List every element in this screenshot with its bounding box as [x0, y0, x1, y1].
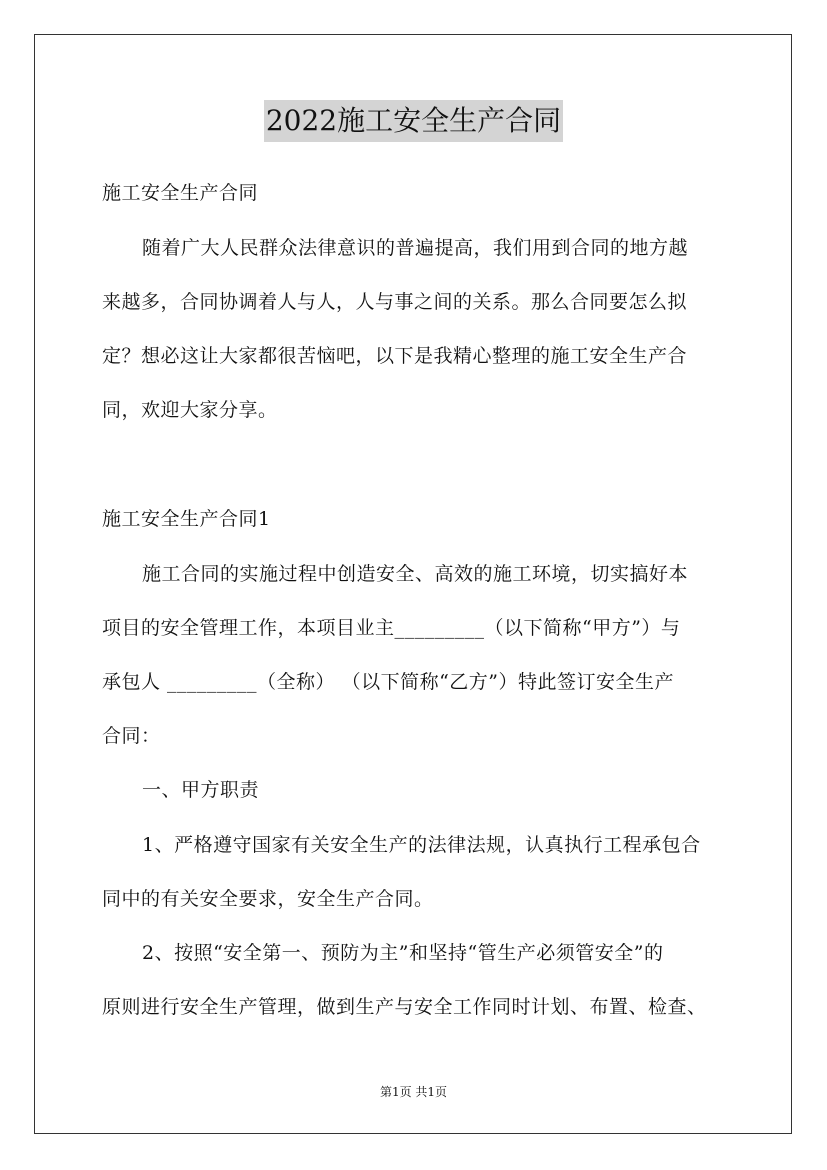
paragraph-line: 同中的有关安全要求，安全生产合同。	[102, 888, 434, 910]
document-title: 2022施工安全生产合同	[264, 100, 563, 142]
paragraph-line: 原则进行安全生产管理，做到生产与安全工作同时计划、布置、检查、	[102, 996, 707, 1018]
paragraph-line: 来越多，合同协调着人与人，人与事之间的关系。那么合同要怎么拟	[102, 291, 688, 313]
paragraph-line: 承包人 _________（全称） （以下简称“乙方”）特此签订安全生产	[102, 671, 675, 693]
paragraph-line: 合同：	[102, 725, 161, 747]
paragraph-line: 同，欢迎大家分享。	[102, 399, 278, 421]
paragraph-line: 1、严格遵守国家有关安全生产的法律法规，认真执行工程承包合	[142, 834, 701, 856]
paragraph-line: 随着广大人民群众法律意识的普遍提高，我们用到合同的地方越	[142, 237, 689, 259]
clause-heading: 一、甲方职责	[142, 779, 260, 801]
section-heading: 施工安全生产合同1	[102, 508, 271, 530]
paragraph-line: 项目的安全管理工作，本项目业主_________（以下简称“甲方”）与	[102, 617, 681, 639]
title-container	[0, 100, 827, 142]
paragraph-line: 施工合同的实施过程中创造安全、高效的施工环境，切实搞好本	[142, 563, 689, 585]
paragraph-line: 定？想必这让大家都很苦恼吧，以下是我精心整理的施工安全生产合	[102, 345, 688, 367]
subtitle: 施工安全生产合同	[102, 182, 259, 204]
paragraph-line: 2、按照“安全第一、预防为主”和坚持“管生产必须管安全”的	[142, 942, 664, 964]
page-footer: 第1页 共1页	[379, 1085, 448, 1099]
